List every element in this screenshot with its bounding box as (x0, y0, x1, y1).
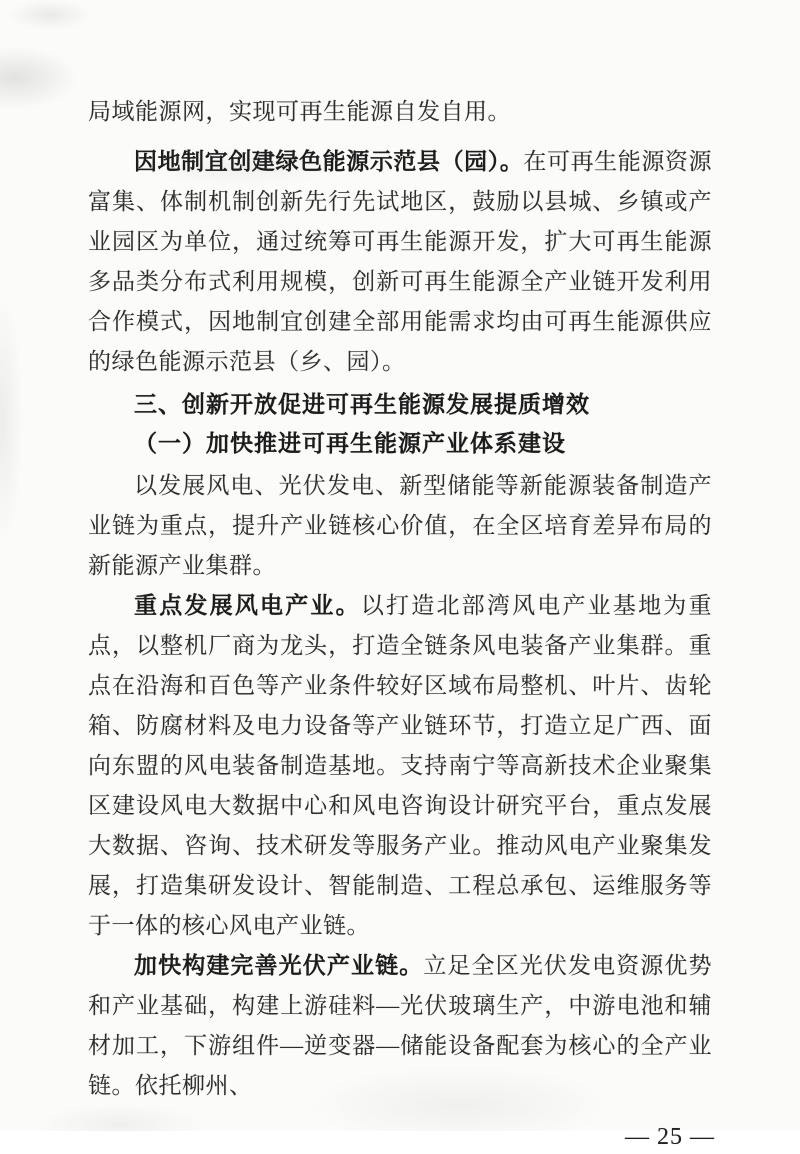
paragraph-industry-cluster: 以发展风电、光伏发电、新型储能等新能源装备制造产业链为重点，提升产业链核心价值，在全区培育差异布局的新能源产业集群。 (88, 473, 712, 578)
paragraph-text-green-demo: 在可再生能源资源富集、体制机制创新先行先试地区，鼓励以县城、乡镇或产业园区为单位，通过统筹可再生能源开发，扩大可再生能源多品类分布式利用规模，创新可再生能源全产业链开发利用合作模式，因地制宜创建全部用能需求均由可再生能源供应的绿色能源示范县（乡、园）。 (88, 149, 713, 374)
paragraph-lead-solar-chain: 加快构建完善光伏产业链。 (134, 953, 424, 978)
section-heading: 三、创新开放促进可再生能源发展提质增效 (134, 391, 590, 417)
paragraph-text-solar-chain: 立足全区光伏发电资源优势和产业基础，构建上游硅料—光伏玻璃生产，中游电池和辅材加工，下游组件—逆变器—储能设备配套为核心的全产业链。依托柳州、 (88, 953, 713, 1098)
paragraph-lead-wind-power: 重点发展风电产业。 (134, 593, 361, 618)
paragraph-continuation: 局域能源网，实现可再生能源自发自用。 (88, 99, 511, 124)
page-number: — 25 — (625, 1124, 715, 1150)
paragraph-lead-green-demo: 因地制宜创建绿色能源示范县（园）。 (134, 149, 524, 174)
paragraph-text-wind-power: 以打造北部湾风电产业基地为重点，以整机厂商为龙头，打造全链条风电装备产业集群。重点在沿海和百色等产业条件较好区域布局整机、叶片、齿轮箱、防腐材料及电力设备等产业链环节，打造立足广西、面向东盟的风电装备制造基地。支持南宁等高新技术企业聚集区建设风电大数据中心和风电咨询设计研究平台，重点发展大数据、咨询、技术研发等服务产业。推动风电产业聚集发展，打造集研发设计、智能制造、工程总承包、运维服务等于一体的核心风电产业链。 (88, 593, 713, 938)
paragraph-solar-chain (88, 946, 712, 1106)
paragraph-wind-power (88, 586, 712, 946)
subsection-heading: （一）加快推进可再生能源产业体系建设 (134, 431, 566, 456)
page-footer (0, 1120, 800, 1154)
paragraph-green-energy-demo (88, 142, 712, 382)
